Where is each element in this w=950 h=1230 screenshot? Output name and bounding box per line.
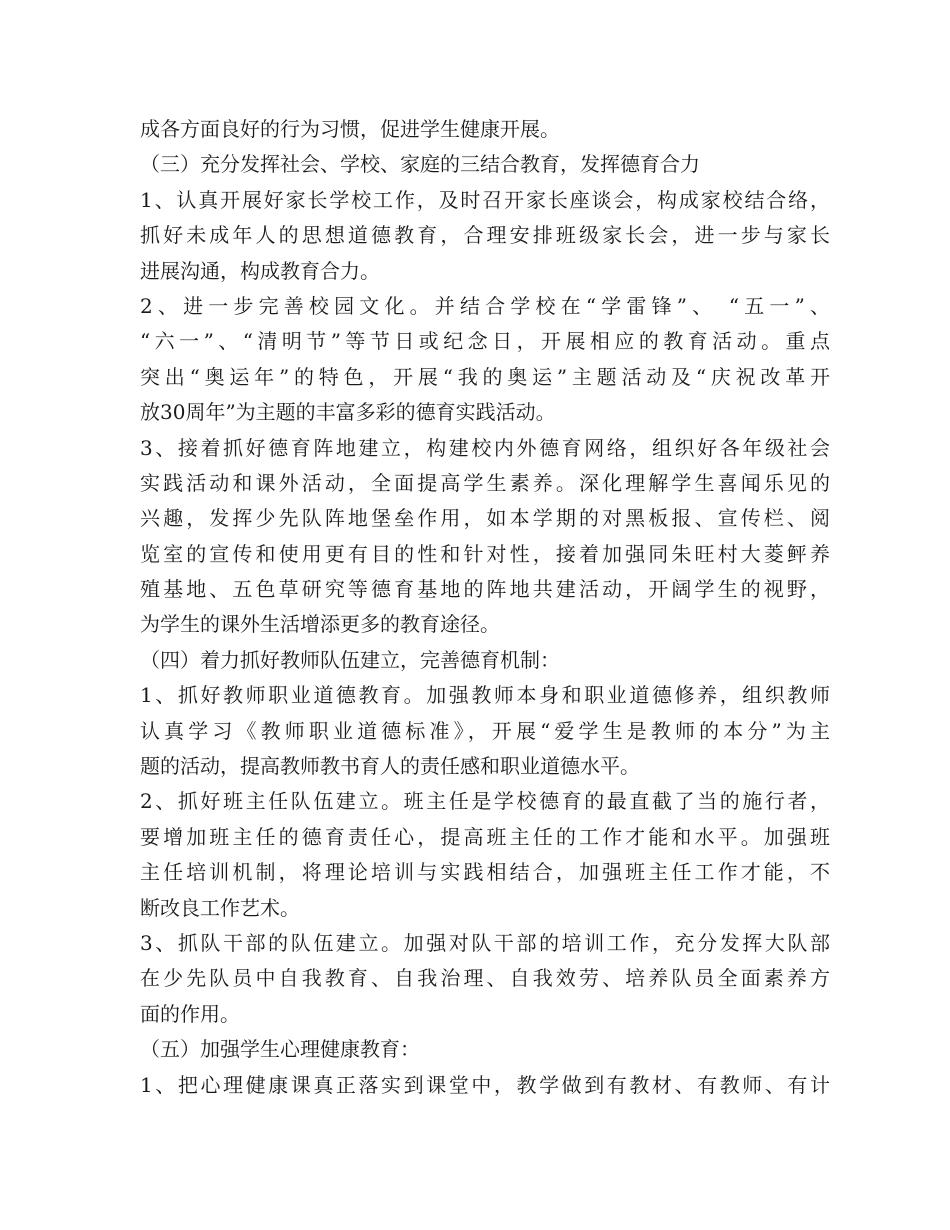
document-body [140, 112, 830, 1103]
text-line: 实践活动和课外活动，全面提高学生素养。深化理解学生喜闻乐见的 [140, 470, 830, 495]
text-line: 3、接着抓好德育阵地建立，构建校内外德育网络，组织好各年级社会 [140, 435, 830, 460]
text-line: （三）充分发挥社会、学校、家庭的三结合教育，发挥德育合力 [140, 152, 700, 177]
text-line: 1、认真开展好家长学校工作，及时召开家长座谈会，构成家校结合络， [140, 187, 830, 212]
text-line: 2、进一步完善校园文化。并结合学校在“学雷锋”、 “五一”、 [140, 293, 830, 318]
text-line: 认真学习《教师职业道德标准》，开展“爱学生是教师的本分”为主 [140, 718, 830, 743]
text-line: “六一”、“清明节”等节日或纪念日，开展相应的教育活动。重点 [140, 329, 830, 354]
text-line: （五）加强学生心理健康教育： [140, 1037, 420, 1062]
text-line: 主任培训机制，将理论培训与实践相结合，加强班主任工作才能，不 [140, 860, 830, 885]
text-line: 面的作用。 [140, 1001, 240, 1026]
text-line: 殖基地、五色草研究等德育基地的阵地共建活动，开阔学生的视野， [140, 577, 830, 602]
text-line: 进展沟通，构成教育合力。 [140, 258, 380, 283]
text-line: 突出“奥运年”的特色，开展“我的奥运”主题活动及“庆祝改革开 [140, 364, 830, 389]
text-line: （四）着力抓好教师队伍建立，完善德育机制： [140, 647, 560, 672]
text-line: 要增加班主任的德育责任心，提高班主任的工作才能和水平。加强班 [140, 824, 830, 849]
text-line: 成各方面良好的行为习惯，促进学生健康开展。 [140, 117, 560, 141]
text-line: 览室的宣传和使用更有目的性和针对性，接着加强同朱旺村大菱鲆养 [140, 541, 830, 566]
text-line: 1、把心理健康课真正落实到课堂中，教学做到有教材、有教师、有计 [140, 1072, 830, 1097]
text-line: 兴趣，发挥少先队阵地堡垒作用，如本学期的对黑板报、宣传栏、阅 [140, 506, 830, 531]
text-line: 在少先队员中自我教育、自我治理、自我效劳、培养队员全面素养方 [140, 966, 830, 991]
text-line: 1、抓好教师职业道德教育。加强教师本身和职业道德修养，组织教师 [140, 683, 830, 708]
text-line: 题的活动，提高教师教书育人的责任感和职业道德水平。 [140, 754, 640, 779]
text-line: 2、抓好班主任队伍建立。班主任是学校德育的最直截了当的施行者， [140, 789, 830, 814]
text-line: 3、抓队干部的队伍建立。加强对队干部的培训工作，充分发挥大队部 [140, 930, 830, 955]
text-line: 为学生的课外生活增添更多的教育途径。 [140, 612, 500, 637]
text-line: 放30周年”为主题的丰富多彩的德育实践活动。 [140, 400, 556, 425]
text-line: 断改良工作艺术。 [140, 895, 300, 920]
text-line: 抓好未成年人的思想道德教育，合理安排班级家长会，进一步与家长 [140, 223, 830, 248]
